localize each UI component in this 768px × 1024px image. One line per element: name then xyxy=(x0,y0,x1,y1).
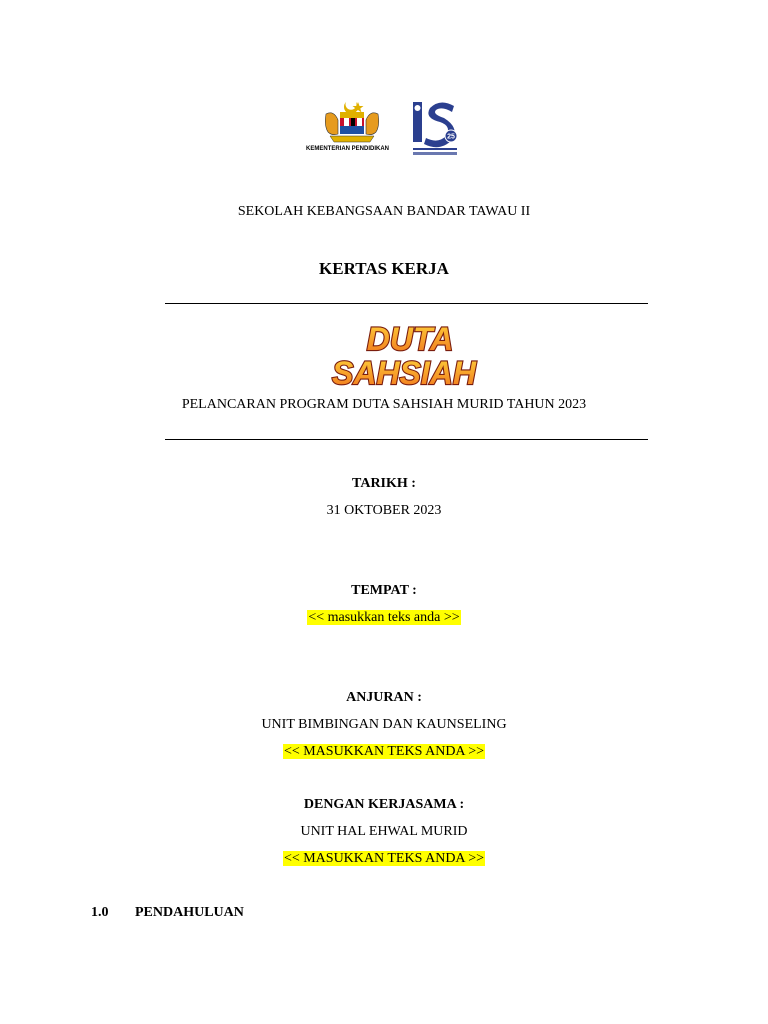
anjuran-row xyxy=(0,744,768,760)
tarikh-label: TARIKH : xyxy=(352,476,416,491)
kerjasama-label: DENGAN KERJASAMA : xyxy=(303,797,465,812)
divider-bottom xyxy=(165,439,648,440)
svg-text:25: 25 xyxy=(447,133,455,141)
kerjasama-placeholder: << MASUKKAN TEKS ANDA >> xyxy=(283,851,485,866)
divider-top xyxy=(165,303,648,304)
ministry-label: KEMENTERIAN PENDIDIKAN xyxy=(306,146,390,152)
kerjasama-value: UNIT HAL EHWAL MURID xyxy=(300,824,468,839)
is25-emblem-icon xyxy=(410,100,460,158)
program-title: PELANCARAN PROGRAM DUTA SAHSIAH MURID TAHUN 2023 xyxy=(181,397,587,412)
section-title: PENDAHULUAN xyxy=(135,905,244,920)
school-name: SEKOLAH KEBANGSAAN BANDAR TAWAU II xyxy=(237,204,531,219)
sahsiah-word: SAHSIAH xyxy=(331,355,477,391)
kerjasama-row xyxy=(0,851,768,867)
tarikh-value: 31 OKTOBER 2023 xyxy=(326,503,442,518)
document-title: KERTAS KERJA xyxy=(319,259,449,278)
is25-logo xyxy=(410,100,460,158)
tempat-row xyxy=(0,610,768,626)
duta-sahsiah-logo xyxy=(318,320,496,392)
anjuran-value: UNIT BIMBINGAN DAN KAUNSELING xyxy=(261,717,507,732)
tempat-label: TEMPAT : xyxy=(351,583,417,598)
ministry-crest-logo xyxy=(300,98,404,158)
anjuran-label: ANJURAN : xyxy=(346,690,422,705)
coat-of-arms-icon xyxy=(300,98,404,146)
section-number: 1.0 xyxy=(91,905,109,920)
duta-word: DUTA xyxy=(366,321,454,357)
tempat-placeholder: << masukkan teks anda >> xyxy=(308,610,460,625)
anjuran-placeholder: << MASUKKAN TEKS ANDA >> xyxy=(283,744,485,759)
